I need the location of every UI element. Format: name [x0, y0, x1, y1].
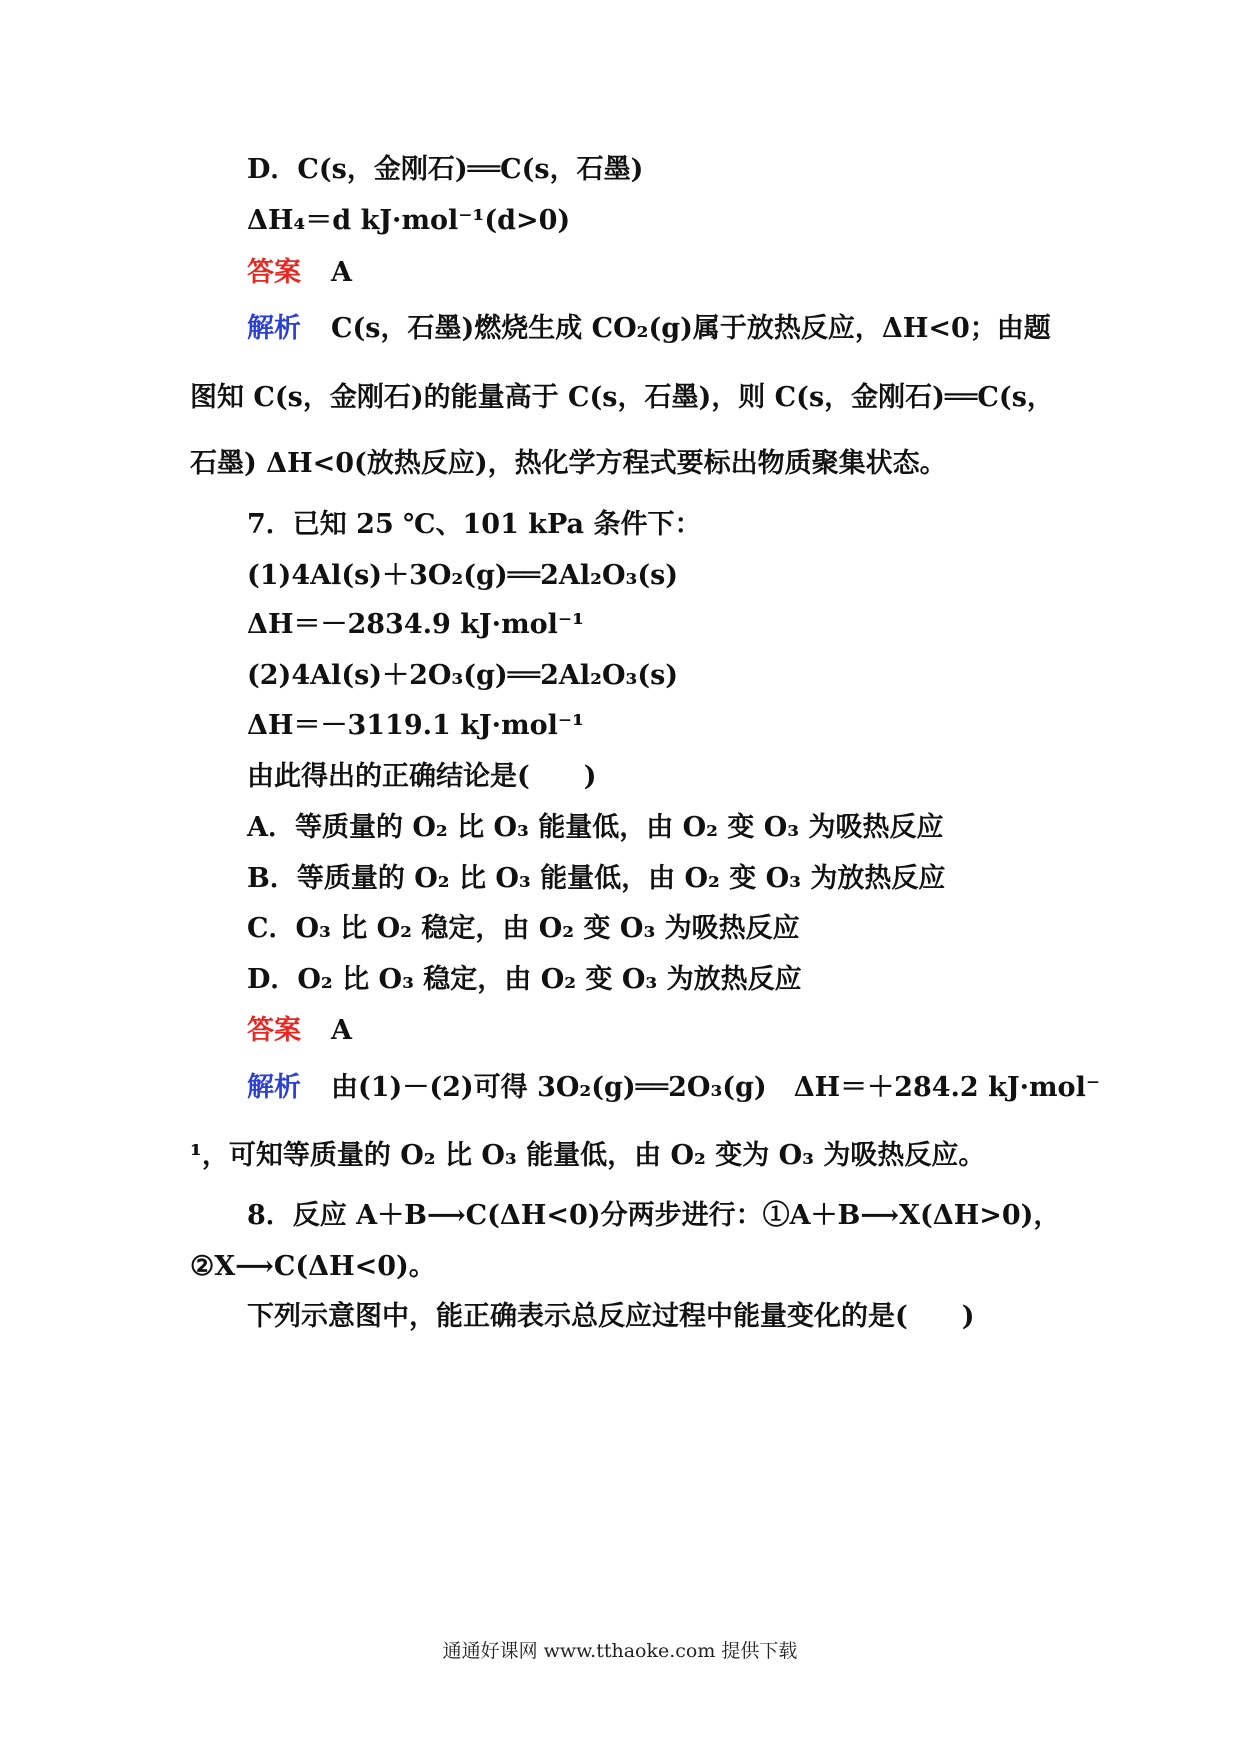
explanation-1-line-1 — [247, 311, 1051, 347]
answer-1 — [247, 255, 352, 291]
equation-2: (2)4Al(s)＋2O₃(g)══2Al₂O₃(s) — [247, 660, 679, 691]
answer-value: A — [331, 1015, 352, 1046]
footer-watermark: 通通好课网 www.tthaoke.com 提供下载 — [442, 1640, 798, 1662]
delta-h-2: ΔH＝－3119.1 kJ·mol⁻¹ — [247, 710, 584, 741]
question-8-prompt: 下列示意图中，能正确表示总反应过程中能量变化的是( ) — [247, 1301, 975, 1332]
option-a: A．等质量的 O₂ 比 O₃ 能量低，由 O₂ 变 O₃ 为吸热反应 — [247, 812, 944, 843]
question-7: 7．已知 25 ℃、101 kPa 条件下： — [247, 509, 702, 540]
delta-h-1: ΔH＝－2834.9 kJ·mol⁻¹ — [247, 609, 584, 640]
answer-value: A — [331, 257, 352, 288]
explanation-text: 由(1)－(2)可得 3O₂(g)══2O₃(g) ΔH＝＋284.2 kJ·mol⁻ — [331, 1072, 1101, 1103]
option-b: B．等质量的 O₂ 比 O₃ 能量低，由 O₂ 变 O₃ 为放热反应 — [247, 863, 946, 894]
question-8-line-2: ②X⟶C(ΔH<0)。 — [190, 1251, 436, 1282]
question-7-prompt: 由此得出的正确结论是( ) — [247, 761, 597, 792]
question-8-line-1: 8．反应 A＋B⟶C(ΔH<0)分两步进行：①A＋B⟶X(ΔH>0)， — [247, 1200, 1061, 1231]
option-c: C．O₃ 比 O₂ 稳定，由 O₂ 变 O₃ 为吸热反应 — [247, 913, 800, 944]
explanation-1-line-3: 石墨) ΔH<0(放热反应)，热化学方程式要标出物质聚集状态。 — [190, 448, 947, 479]
explanation-label: 解析 — [247, 1072, 301, 1103]
option-d: D．O₂ 比 O₃ 稳定，由 O₂ 变 O₃ 为放热反应 — [247, 964, 802, 995]
explanation-2-line-1 — [247, 1070, 1100, 1106]
answer-label: 答案 — [247, 1015, 301, 1046]
explanation-text: C(s，石墨)燃烧生成 CO₂(g)属于放热反应，ΔH<0；由题 — [331, 313, 1051, 344]
answer-label: 答案 — [247, 257, 301, 288]
answer-2 — [247, 1013, 352, 1049]
option-d-line: D．C(s，金刚石)══C(s，石墨) — [247, 154, 644, 185]
equation-1: (1)4Al(s)＋3O₂(g)══2Al₂O₃(s) — [247, 560, 679, 591]
explanation-label: 解析 — [247, 313, 301, 344]
explanation-2-line-2: ¹，可知等质量的 O₂ 比 O₃ 能量低，由 O₂ 变为 O₃ 为吸热反应。 — [190, 1140, 986, 1171]
delta-h4-line: ΔH₄＝d kJ·mol⁻¹(d>0) — [247, 205, 571, 236]
explanation-1-line-2: 图知 C(s，金刚石)的能量高于 C(s，石墨)，则 C(s，金刚石)══C(s， — [190, 382, 1054, 413]
